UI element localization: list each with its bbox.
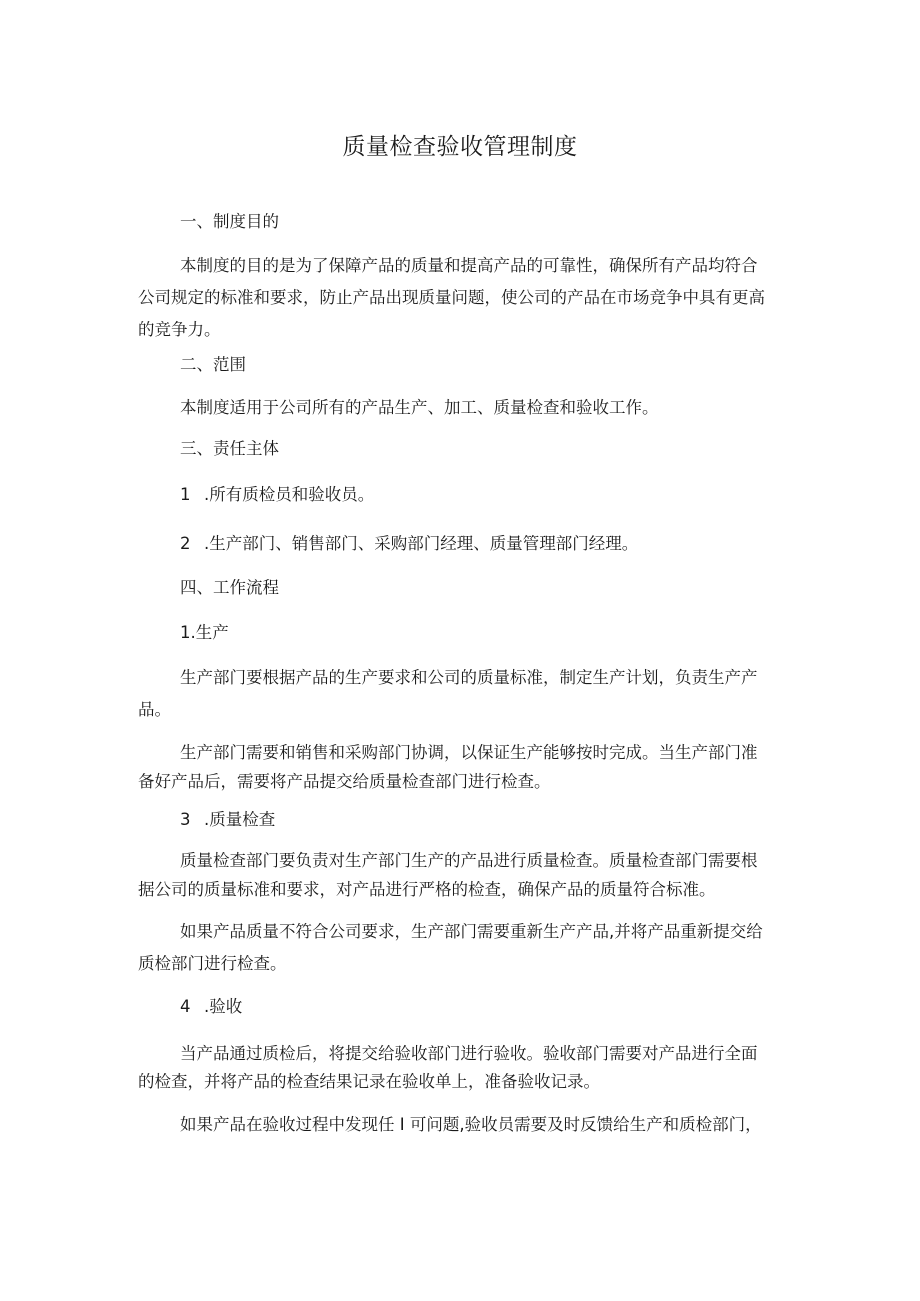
section-heading-workflow: 四、工作流程 <box>180 578 279 597</box>
paragraph-line: 本制度适用于公司所有的产品生产、加工、质量检查和验收工作。 <box>180 398 659 417</box>
paragraph-line: 生产部门要根据产品的生产要求和公司的质量标准，制定生产计划，负责生产产 <box>180 668 758 687</box>
paragraph-line: 质检部门进行检查。 <box>138 954 287 973</box>
paragraph-line: 的竞争力。 <box>138 320 221 339</box>
list-text: .生产部门、销售部门、采购部门经理、质量管理部门经理。 <box>204 534 639 553</box>
list-number: 3 <box>180 810 191 829</box>
paragraph-line: 生产部门需要和销售和采购部门协调，以保证生产能够按时完成。当生产部门准 <box>180 743 758 762</box>
list-text: .验收 <box>204 997 243 1016</box>
list-number: 1 <box>180 485 191 504</box>
paragraph-line: 如果产品在验收过程中发现任 I 可问题,验收员需要及时反馈给生产和质检部门， <box>180 1115 762 1134</box>
list-item <box>180 806 798 834</box>
paragraph-line: 备好产品后，需要将产品提交给质量检查部门进行检查。 <box>138 772 551 791</box>
list-number: 2 <box>180 534 191 553</box>
document-title: 质量检查验收管理制度 <box>342 134 578 160</box>
paragraph-line: 本制度的目的是为了保障产品的质量和提高产品的可靠性，确保所有产品均符合 <box>180 256 758 275</box>
list-item <box>180 481 798 509</box>
paragraph-line: 品。 <box>138 700 171 719</box>
paragraph-line: 的检查，并将产品的检查结果记录在验收单上，准备验收记录。 <box>138 1072 600 1091</box>
paragraph-line: 质量检查部门要负责对生产部门生产的产品进行质量检查。质量检查部门需要根 <box>180 851 758 870</box>
list-item <box>180 530 798 558</box>
paragraph-line: 据公司的质量标准和要求，对产品进行严格的检查，确保产品的质量符合标准。 <box>138 880 716 899</box>
list-text: .质量检查 <box>204 810 276 829</box>
paragraph-line: 当产品通过质检后，将提交给验收部门进行验收。验收部门需要对产品进行全面 <box>180 1044 758 1063</box>
list-item <box>180 993 798 1021</box>
subsection-heading-production: 1.生产 <box>180 623 229 642</box>
section-heading-responsibility: 三、责任主体 <box>180 439 279 458</box>
section-heading-purpose: 一、制度目的 <box>180 212 279 231</box>
list-text: .所有质检员和验收员。 <box>204 485 375 504</box>
paragraph-line: 公司规定的标准和要求，防止产品出现质量问题，使公司的产品在市场竞争中具有更高 <box>138 288 765 307</box>
section-heading-scope: 二、范围 <box>180 355 246 374</box>
list-number: 4 <box>180 997 191 1016</box>
paragraph-line: 如果产品质量不符合公司要求，生产部门需要重新生产产品,并将产品重新提交给 <box>180 922 763 941</box>
